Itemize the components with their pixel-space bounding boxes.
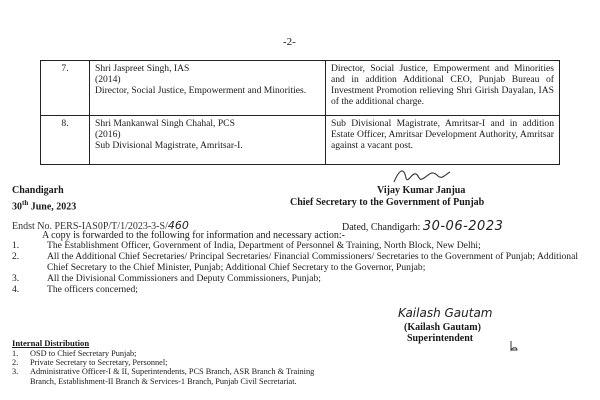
dated-label: Dated, Chandigarh: [342, 222, 423, 233]
list-item: 4. The officers concerned; [12, 283, 138, 295]
internal-distribution-heading: Internal Distribution [12, 338, 90, 348]
signatory-designation: Chief Secretary to the Government of Punjab [290, 197, 485, 208]
dated-handwritten: 30-06-2023 [422, 219, 504, 234]
signatory-name: Vijay Kumar Janjua [377, 185, 466, 196]
new-posting: Director, Social Justice, Empowerment and Minorities and in addition Additional CEO, Punjab Bureau of Investment Promotion relieving Shri Girish Dayalan, IAS of the additional charge. [326, 61, 560, 116]
table-row [41, 61, 560, 116]
place-date-block [12, 185, 76, 213]
date: 30th June, 2023 [12, 199, 77, 213]
endst-label: Endst No. PERS-IAS0P/T/1/2023-3-S/ [12, 221, 168, 232]
table-row [41, 116, 560, 165]
officer-current-post: Sub Divisional Magistrate, Amritsar-I. [95, 140, 243, 151]
list-item: 2. Private Secretary to Secretary, Personnel; [12, 358, 168, 368]
officer-cell [90, 61, 326, 116]
new-posting: Sub Divisional Magistrate, Amritsar-I and in addition Estate Officer, Amritsar Development Authority, Amritsar against a vacant post. [326, 116, 560, 165]
officer-name: Shri Jaspreet Singh, IAS [95, 63, 190, 74]
superintendent-name: (Kailash Gautam) [404, 322, 481, 333]
superintendent-signature: Kailash Gautam [398, 306, 493, 320]
list-item: 3. Administrative Officer-I & II, Superintendents, PCS Branch, ASR Branch & Training Branch, Establishment-II Branch & Services-1 Branch, Punjab Civil Secretariat. [12, 367, 315, 386]
list-item: 1. The Establishment Officer, Government of India, Department of Personnel & Training, North Block, New Delhi; [12, 240, 481, 251]
list-item: 1. OSD to Chief Secretary Punjab; [12, 349, 137, 358]
place: Chandigarh [12, 185, 64, 196]
officer-current-post: Director, Social Justice, Empowerment and Minorities. [95, 85, 307, 96]
officer-name: Shri Mankanwal Singh Chahal, PCS [95, 118, 235, 129]
serial-number: 7. [41, 61, 90, 116]
recipient-list [12, 241, 587, 296]
page-number: -2- [283, 36, 296, 48]
posting-table [40, 60, 560, 165]
internal-distribution-list [12, 349, 342, 386]
endst-handwritten-number: 460 [167, 219, 189, 232]
officer-cell [90, 116, 326, 165]
serial-number: 8. [41, 116, 90, 165]
initial-mark-icon [508, 340, 520, 352]
list-item: 2. All the Additional Chief Secretaries/ Principal Secretaries/ Financial Commissioners/ Secretaries to the Government of Punjab; Additional Chief Secretary to the Chief Minister, Punjab; Additional Chief Secretary to the Governor, Punjab; [12, 251, 579, 273]
officer-batch: (2016) [95, 129, 121, 140]
officer-batch: (2014) [95, 74, 121, 85]
copy-intro: A copy is forwarded to the following for information and necessary action:- [42, 230, 345, 241]
endorsement-date [342, 219, 503, 234]
superintendent-designation: Superintendent [407, 333, 474, 344]
list-item: 3. All the Divisional Commissioners and Deputy Commissioners, Punjab; [12, 272, 321, 284]
